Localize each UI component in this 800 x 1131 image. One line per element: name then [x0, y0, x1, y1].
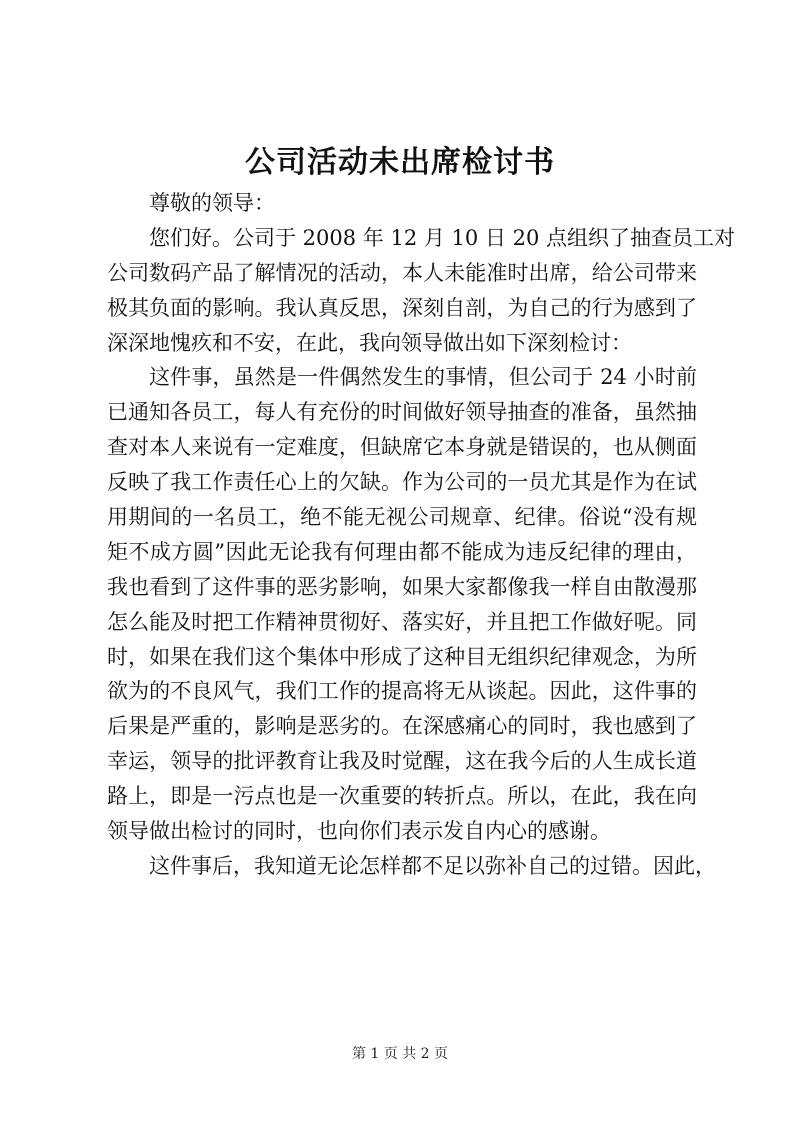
text-line: 查对本人来说有一定难度，但缺席它本身就是错误的，也从侧面: [107, 435, 697, 460]
text-line: 深深地愧疚和不安，在此，我向领导做出如下深刻检讨：: [107, 330, 632, 355]
text-line: 这件事，虽然是一件偶然发生的事情，但公司于 24 小时前: [149, 365, 697, 390]
text-line: 反映了我工作责任心上的欠缺。作为公司的一员尤其是作为在试: [107, 470, 697, 495]
text-line: 这件事后，我知道无论怎样都不足以弥补自己的过错。因此，: [149, 853, 716, 878]
salutation-line: 尊敬的领导：: [149, 191, 275, 215]
text-line: 用期间的一名员工，绝不能无视公司规章、纪律。俗说“没有规: [107, 505, 697, 530]
text-line: 公司数码产品了解情况的活动，本人未能准时出席，给公司带来: [107, 260, 697, 285]
text-line: 欲为的不良风气，我们工作的提高将无从谈起。因此，这件事的: [107, 679, 697, 704]
text-line: 我也看到了这件事的恶劣影响，如果大家都像我一样自由散漫那: [107, 574, 697, 599]
text-line: 领导做出检讨的同时，也向你们表示发自内心的感谢。: [107, 819, 611, 844]
page-number-footer: 第 1 页 共 2 页: [351, 1046, 449, 1062]
document-body: [107, 186, 736, 884]
text-line: 路上，即是一污点也是一次重要的转折点。所以，在此，我在向: [107, 784, 697, 809]
text-line: 您们好。公司于 2008 年 12 月 10 日 20 点组织了抽查员工对: [149, 225, 736, 250]
text-line: 时，如果在我们这个集体中形成了这种目无组织纪律观念，为所: [107, 644, 697, 669]
text-line: 已通知各员工，每人有充份的时间做好领导抽查的准备，虽然抽: [107, 400, 697, 425]
text-line: 后果是严重的，影响是恶劣的。在深感痛心的同时，我也感到了: [107, 714, 697, 739]
text-line: 矩不成方圆”因此无论我有何理由都不能成为违反纪律的理由，: [107, 539, 697, 564]
text-line: 极其负面的影响。我认真反思，深刻自剖，为自己的行为感到了: [107, 295, 697, 320]
document-title: 公司活动未出席检讨书: [245, 145, 555, 180]
text-line: 幸运，领导的批评教育让我及时觉醒，这在我今后的人生成长道: [107, 749, 697, 774]
text-line: 怎么能及时把工作精神贯彻好、落实好，并且把工作做好呢。同: [107, 609, 697, 634]
